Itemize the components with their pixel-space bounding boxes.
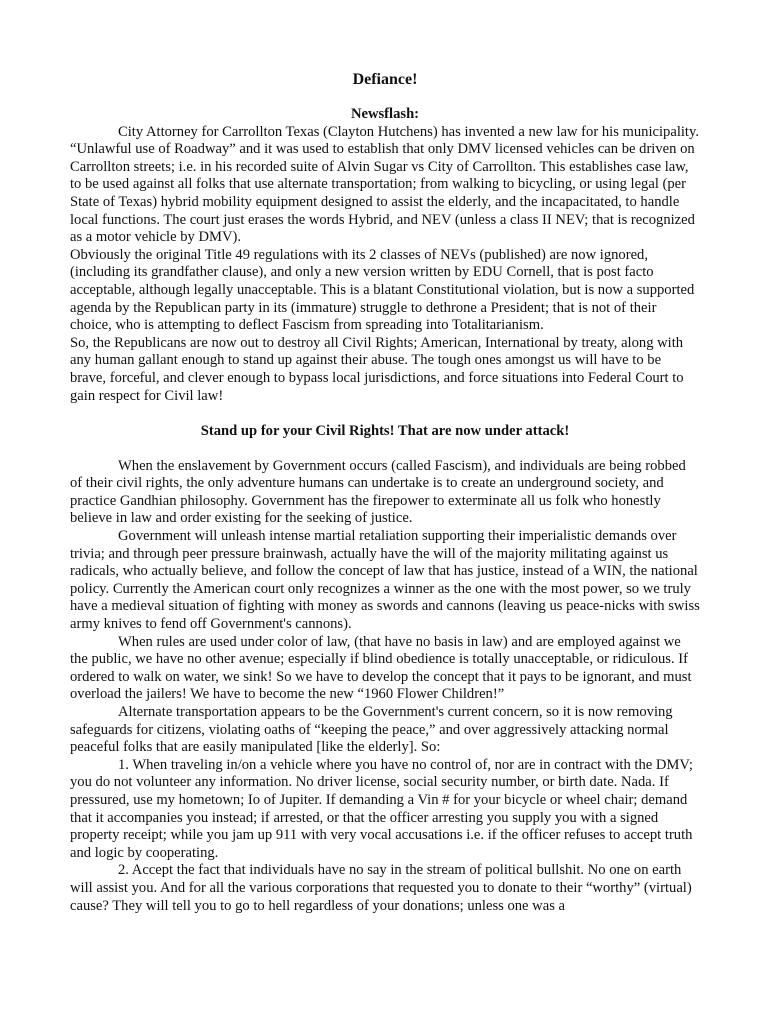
paragraph: So, the Republicans are now out to destroy all Civil Rights; American, International by treaty, along with any human gallant enough to stand up against their abuse. The tough ones amongst us will have to be brave, forceful, and clever enough to bypass local jurisdictions, and force situations into Federal Court to gain respect for Civil law!: [70, 334, 684, 404]
paragraph: Government will unleash intense martial retaliation supporting their imperialistic demands over trivia; and through peer pressure brainwash, actually have the will of the majority militating against us radicals, who actually believe, and follow the concept of law that has justice, instead of a WIN, the national policy. Currently the American court only recognizes a winner as the one with the most power, so we truly have a medieval situation of fighting with money as swords and cannons (leaving us peace-nicks with swiss army knives to fend off Government's cannons).: [70, 528, 700, 633]
paragraph: When the enslavement by Government occurs (called Fascism), and individuals are being robbed of their civil rights, the only adventure humans can undertake is to create an underground society, and practice Gandhian philosophy. Government has the firepower to exterminate all us folk who honestly believe in law and order existing for the seeking of justice.: [70, 457, 686, 527]
document-page: [70, 70, 700, 915]
numbered-item: 2. Accept the fact that individuals have no say in the stream of political bullshit. No one on earth will assist you. And for all the various corporations that requested you to donate to their “worthy” (virtual) cause? They will tell you to go to hell regardless of your donations; unless one was a: [70, 862, 692, 914]
numbered-item: 1. When traveling in/on a vehicle where you have no control of, nor are in contract with the DMV; you do not volunteer any information. No driver license, social security number, or birth date. Nada. If pressured, use my hometown; Io of Jupiter. If demanding a Vin # for your bicycle or wheel chair; demand that it accompanies you instead; if arrested, or that the officer arresting you supply you with a signed property receipt; while you jam up 911 with very vocal accusations i.e. if the officer refuses to accept truth and logic by cooperating.: [70, 756, 693, 861]
newsflash-heading: Newsflash:: [350, 106, 420, 122]
document-title: Defiance!: [352, 71, 418, 88]
paragraph: Alternate transportation appears to be the Government's current concern, so it is now removing safeguards for citizens, violating oaths of “keeping the peace,” and over aggressively attacking normal peaceful folks that are easily manipulated [like the elderly]. So:: [70, 704, 673, 756]
paragraph: Obviously the original Title 49 regulations with its 2 classes of NEVs (published) are now ignored, (including its grandfather clause), and only a new version written by EDU Cornell, that is post facto acceptable, although legally unacceptable. This is a blatant Constitutional violation, but is now a supported agenda by the Republican party in its (immature) struggle to dethrone a President; that is not of their choice, who is attempting to deflect Fascism from spreading into Totalitarianism.: [70, 246, 695, 334]
section-heading: Stand up for your Civil Rights! That are now under attack!: [200, 423, 570, 440]
paragraph: City Attorney for Carrollton Texas (Clayton Hutchens) has invented a new law for his municipality. “Unlawful use of Roadway” and it was used to establish that only DMV licensed vehicles can be driven on Carrollton streets; i.e. in his recorded suite of Alvin Sugar vs City of Carrollton. This establishes case law, to be used against all folks that use alternate transportation; from walking to bicycling, or using legal (per State of Texas) hybrid mobility equipment designed to assist the elderly, and the incapacitated, to handle local functions. The court just erases the words Hybrid, and NEV (unless a class II NEV; that is recognized as a motor vehicle by DMV).: [70, 123, 699, 246]
paragraph: When rules are used under color of law, (that have no basis in law) and are employed against we the public, we have no other avenue; especially if blind obedience is totally unacceptable, or ridiculous. If ordered to walk on water, we sink! So we have to develop the concept that it pays to be ignorant, and must overload the jailers! We have to become the new “1960 Flower Children!”: [70, 633, 692, 703]
